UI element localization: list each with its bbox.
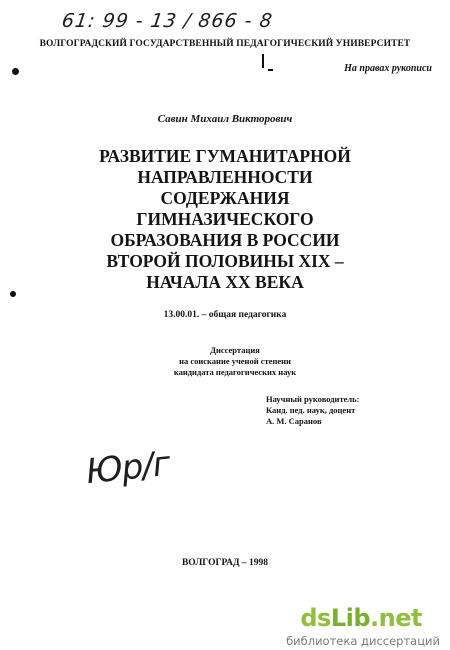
speck-mark	[262, 54, 264, 68]
degree-statement	[150, 345, 320, 378]
watermark-logo-ds: ds	[300, 604, 331, 632]
speck-mark	[12, 68, 19, 75]
rights-notice: На правах рукописи	[344, 63, 432, 74]
degree-line: Диссертация	[210, 345, 260, 355]
degree-line: на соискание ученой степени	[179, 356, 291, 366]
university-name: ВОЛГОГРАДСКИЙ ГОСУДАРСТВЕННЫЙ ПЕДАГОГИЧЕСКИЙ УНИВЕРСИТЕТ	[39, 39, 411, 49]
city-year: ВОЛГОГРАД – 1998	[181, 558, 269, 568]
title-line: НАЧАЛА XX ВЕКА	[146, 272, 304, 292]
degree-line: кандидата педагогических наук	[173, 367, 297, 377]
supervisor-line: Канд. пед. наук, доцент	[266, 405, 356, 415]
supervisor-line: А. М. Саранов	[266, 416, 322, 426]
speck-mark	[268, 69, 273, 71]
title-line: ОБРАЗОВАНИЯ В РОССИИ	[110, 230, 340, 250]
title-line: СОДЕРЖАНИЯ	[160, 188, 290, 208]
speck-mark	[10, 291, 16, 297]
handwritten-signature: Юр/г	[84, 443, 172, 493]
watermark-logo-lib: Lib	[330, 604, 371, 632]
title-line: ГИМНАЗИЧЕСКОГО	[136, 209, 314, 229]
watermark-tagline: библиотека диссертаций	[286, 634, 440, 648]
watermark-logo	[300, 604, 422, 632]
watermark	[262, 604, 448, 650]
title-line: РАЗВИТИЕ ГУМАНИТАРНОЙ	[99, 146, 351, 166]
specialty-code: 13.00.01. – общая педагогика	[163, 310, 287, 320]
supervisor-block	[266, 394, 360, 427]
dissertation-title	[60, 146, 390, 293]
watermark-logo-net: .net	[370, 604, 422, 632]
supervisor-line: Научный руководитель:	[266, 394, 360, 404]
archive-number: 61: 99 - 13 / 866 - 8	[60, 10, 275, 32]
author-name: Савин Михаил Викторович	[157, 113, 293, 125]
title-line: ВТОРОЙ ПОЛОВИНЫ XIX –	[106, 251, 344, 271]
title-line: НАПРАВЛЕННОСТИ	[137, 167, 313, 187]
